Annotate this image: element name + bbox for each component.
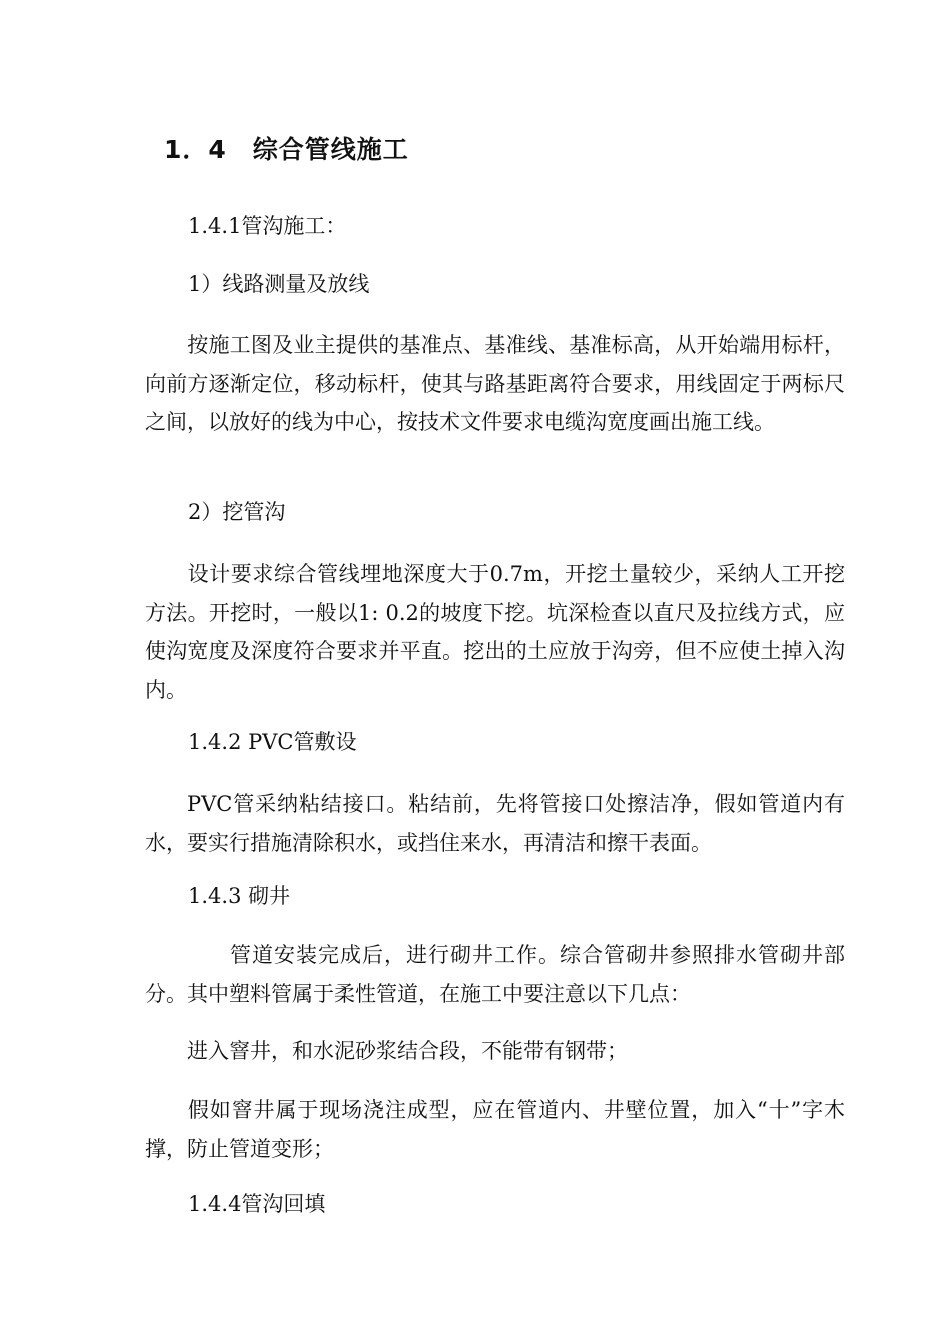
section-heading (164, 132, 409, 168)
paragraph-pvc-text: PVC管采纳粘结接口。粘结前，先将管接口处擦洁净，假如管道内有水，要实行措施清除积水，或挡住来水，再清洁和擦干表面。 (145, 792, 845, 855)
list-item-survey: 1）线路测量及放线 (188, 272, 370, 296)
subsection-heading-1-4-1: 1.4.1管沟施工： (188, 214, 347, 238)
paragraph-masonry (145, 936, 845, 1013)
paragraph-pvc (145, 785, 845, 862)
paragraph-masonry-text: 管道安装完成后，进行砌井工作。综合管砌井参照排水管砌井部分。其中塑料管属于柔性管道，在施工中要注意以下几点： (145, 943, 845, 1006)
paragraph-manhole-joint (145, 1032, 845, 1071)
paragraph-trench-text: 设计要求综合管线埋地深度大于0.7m，开挖土量较少，采纳人工开挖方法。开挖时，一般以1: 0.2的坡度下挖。坑深检查以直尺及拉线方式，应使沟宽度及深度符合要求并平直。挖出的土应放于沟旁，但不应使土掉入沟内。 (145, 562, 845, 702)
paragraph-manhole-brace-text: 假如窨井属于现场浇注成型，应在管道内、井壁位置，加入“十”字木撑，防止管道变形； (145, 1098, 845, 1161)
section-number: 1．4 (164, 135, 227, 164)
paragraph-survey (145, 326, 845, 442)
subsection-heading-1-4-4: 1.4.4管沟回填 (188, 1192, 326, 1216)
subsection-heading-1-4-2: 1.4.2 PVC管敷设 (188, 730, 357, 754)
paragraph-manhole-brace (145, 1091, 845, 1168)
paragraph-trench (145, 555, 845, 709)
paragraph-manhole-joint-text: 进入窨井，和水泥砂浆结合段，不能带有钢带； (187, 1039, 628, 1063)
section-title: 综合管线施工 (252, 135, 409, 164)
list-item-trench: 2）挖管沟 (188, 500, 286, 524)
paragraph-survey-text: 按施工图及业主提供的基准点、基准线、基准标高，从开始端用标杆，向前方逐渐定位，移动标杆，使其与路基距离符合要求，用线固定于两标尺之间，以放好的线为中心，按技术文件要求电缆沟宽度画出施工线。 (145, 333, 845, 434)
subsection-heading-1-4-3: 1.4.3 砌井 (188, 884, 291, 908)
